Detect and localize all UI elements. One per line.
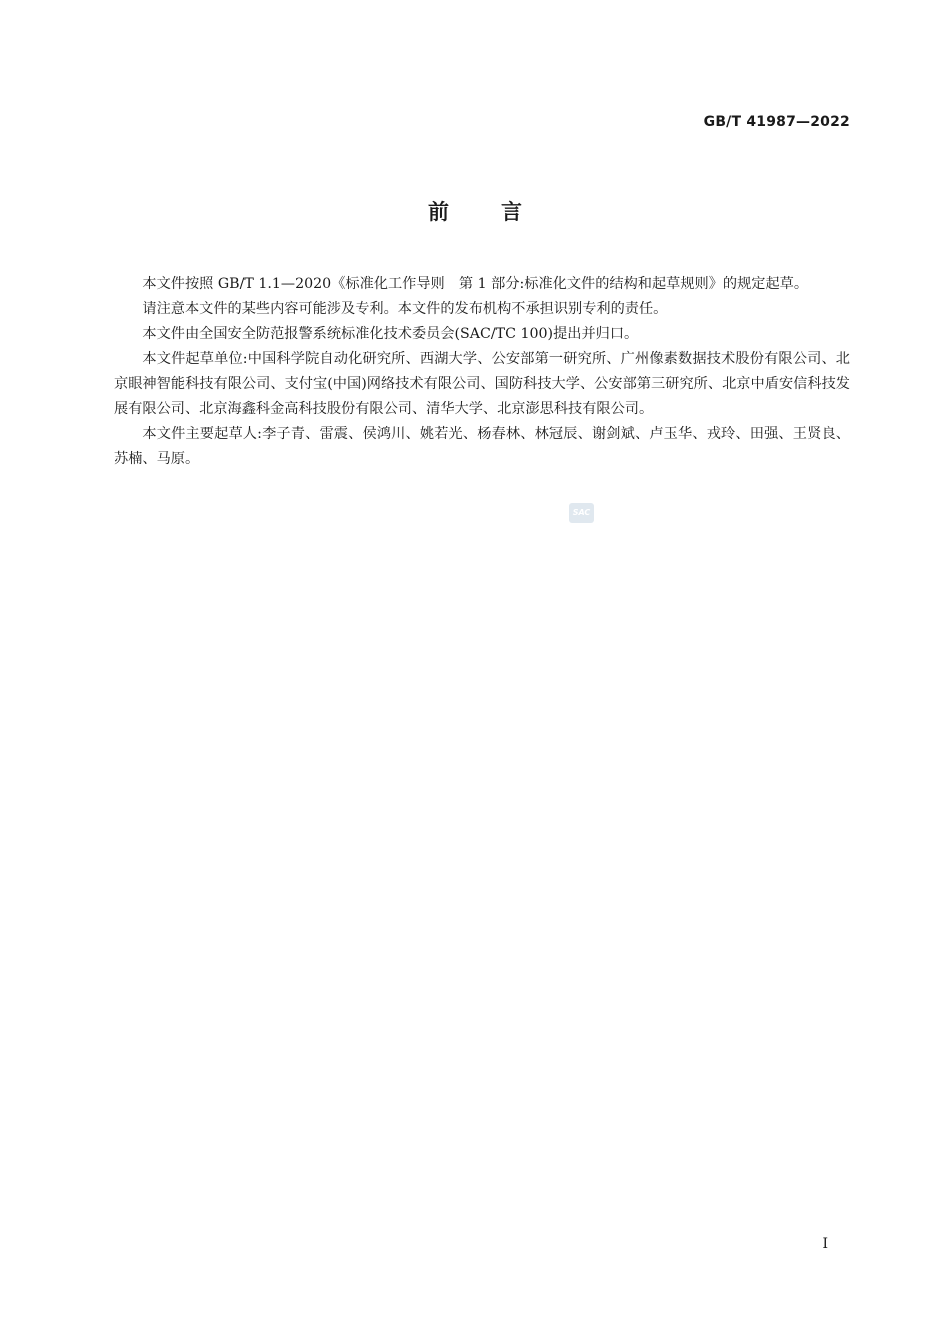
page-title: 前言 xyxy=(428,200,574,224)
paragraph-drafting-units: 本文件起草单位:中国科学院自动化研究所、西湖大学、公安部第一研究所、广州像素数据技术股份有限公司、北京眼神智能科技有限公司、支付宝(中国)网络技术有限公司、国防科技大学、公安部第三研究所、北京中盾安信科技发展有限公司、北京海鑫科金高科技股份有限公司、清华大学、北京澎思科技有限公司。 xyxy=(114,351,850,417)
paragraph-drafters: 本文件主要起草人:李子青、雷震、侯鸿川、姚若光、杨春林、林冠辰、谢剑斌、卢玉华、戎玲、田强、王贤良、苏楠、马原。 xyxy=(114,426,850,467)
paragraph-patent-notice: 请注意本文件的某些内容可能涉及专利。本文件的发布机构不承担识别专利的责任。 xyxy=(142,301,668,317)
paragraph-committee: 本文件由全国安全防范报警系统标准化技术委员会(SAC/TC 100)提出并归口。 xyxy=(142,326,639,342)
sac-watermark-logo: SAC xyxy=(569,503,594,523)
foreword-body xyxy=(114,272,850,472)
paragraph-drafting-rules: 本文件按照 GB/T 1.1—2020《标准化工作导则 第 1 部分:标准化文件的结构和起草规则》的规定起草。 xyxy=(142,276,809,292)
standard-code: GB/T 41987—2022 xyxy=(703,114,850,130)
page-number: I xyxy=(822,1236,828,1252)
